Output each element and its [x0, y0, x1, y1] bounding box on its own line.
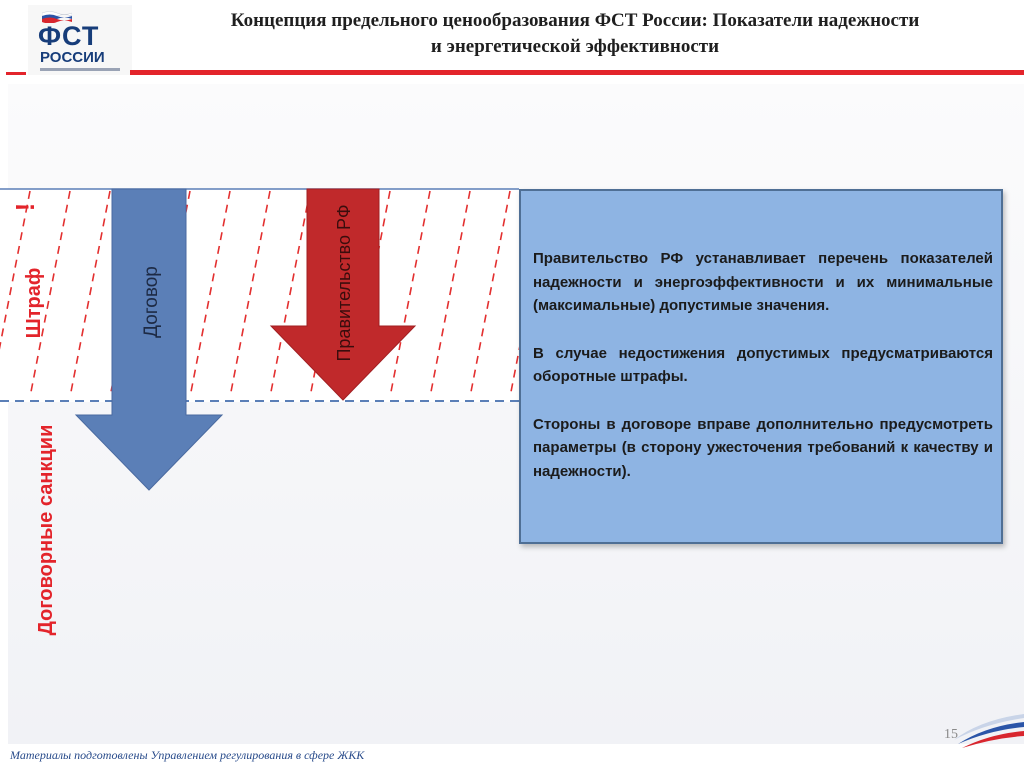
info-box [519, 189, 1003, 544]
info-box-text [533, 247, 993, 507]
flag-swoosh-icon [950, 700, 1024, 750]
header-red-stub [6, 72, 26, 75]
exclamation-icon: ! [10, 202, 40, 212]
info-paragraph-1: Правительство РФ устанавливает перечень показателей надежности и энергоэффективности и их минимальные (максимальные) допустимые значения. [533, 250, 993, 314]
logo-fst-text: ФСТ [38, 21, 100, 51]
logo-subline [40, 68, 120, 71]
government-arrow-label: Правительство РФ [334, 204, 354, 362]
info-paragraph-2: В случае недостижения допустимых предусматриваются оборотные штрафы. [533, 344, 993, 385]
penalty-zone [0, 189, 550, 402]
page-title [140, 8, 1010, 60]
page-number: 15 [944, 727, 958, 742]
fst-logo [28, 5, 132, 75]
penalty-zone-bg [0, 189, 519, 402]
slide-header [0, 0, 1024, 80]
footer-credit: Материалы подготовлены Управлением регулирования в сфере ЖКК [10, 748, 365, 762]
contract-arrow-label: Договор [141, 266, 162, 338]
contract-sanctions-label: Договорные санкции [35, 424, 57, 636]
logo-rossii-text: РОССИИ [40, 49, 105, 66]
header-red-line [130, 70, 1024, 75]
page-title-line2: и энергетической эффективности [430, 36, 720, 57]
penalty-label: Штраф [23, 267, 45, 339]
info-paragraph-3: Стороны в договоре вправе дополнительно предусмотреть параметры (в сторону ужесточения требований к качеству и надежности). [533, 415, 993, 480]
page-title-line1: Концепция предельного ценообразования ФСТ России: Показатели надежности [230, 10, 920, 31]
